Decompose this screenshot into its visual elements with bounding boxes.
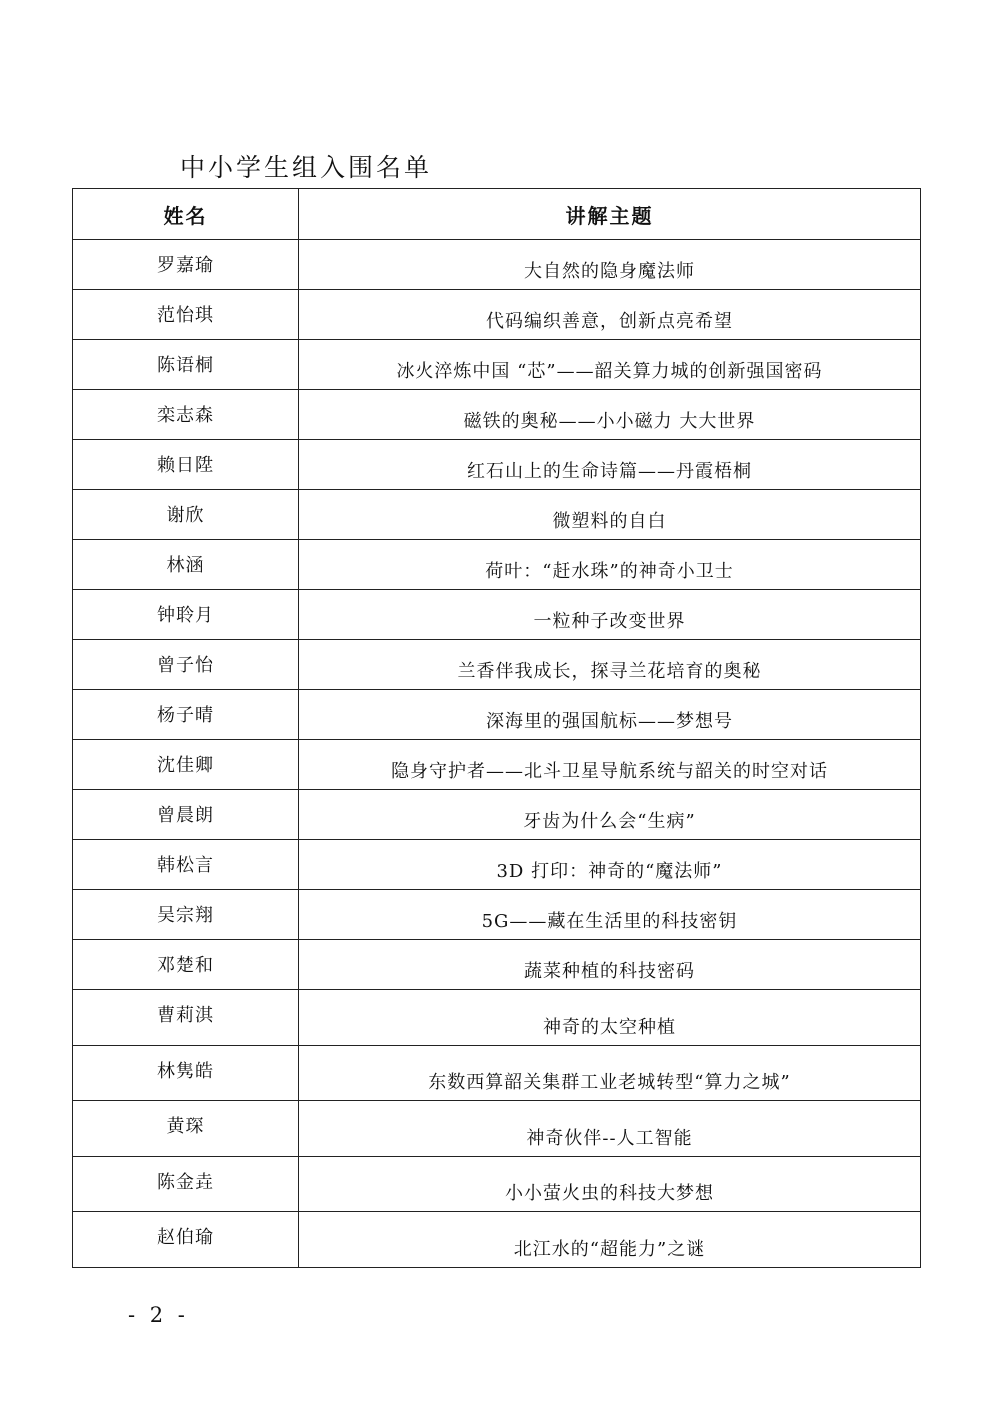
table-row (73, 1212, 921, 1268)
finalist-name: 陈语桐 (73, 340, 299, 390)
finalist-table (72, 188, 921, 1268)
finalist-name: 曾子怡 (73, 640, 299, 690)
table-row (73, 390, 921, 440)
presentation-topic: 小小萤火虫的科技大梦想 (299, 1157, 921, 1212)
table-row (73, 640, 921, 690)
finalist-name: 赖日陞 (73, 440, 299, 490)
presentation-topic: 大自然的隐身魔法师 (299, 240, 921, 290)
page-number: - 2 - (128, 1303, 189, 1327)
presentation-topic: 蔬菜种植的科技密码 (299, 940, 921, 990)
presentation-topic: 牙齿为什么会“生病” (299, 790, 921, 840)
table-row (73, 290, 921, 340)
finalist-name: 黄琛 (73, 1101, 299, 1157)
finalist-name: 曾晨朗 (73, 790, 299, 840)
finalist-name: 栾志森 (73, 390, 299, 440)
presentation-topic: 北江水的“超能力”之谜 (299, 1212, 921, 1268)
presentation-topic: 代码编织善意，创新点亮希望 (299, 290, 921, 340)
presentation-topic: 微塑料的自白 (299, 490, 921, 540)
finalist-name: 曹莉淇 (73, 990, 299, 1046)
finalist-name: 林隽皓 (73, 1046, 299, 1101)
table-row (73, 340, 921, 390)
finalist-name: 林涵 (73, 540, 299, 590)
finalist-name: 罗嘉瑜 (73, 240, 299, 290)
table-row (73, 940, 921, 990)
table-row (73, 990, 921, 1046)
finalist-name: 邓楚和 (73, 940, 299, 990)
presentation-topic: 荷叶：“赶水珠”的神奇小卫士 (299, 540, 921, 590)
table-row (73, 840, 921, 890)
presentation-topic: 神奇的太空种植 (299, 990, 921, 1046)
table-header-row (73, 189, 921, 240)
table-row (73, 240, 921, 290)
finalist-name: 谢欣 (73, 490, 299, 540)
table-row (73, 490, 921, 540)
presentation-topic: 东数西算韶关集群工业老城转型“算力之城” (299, 1046, 921, 1101)
finalist-name: 韩松言 (73, 840, 299, 890)
table-row (73, 890, 921, 940)
finalist-name: 吴宗翔 (73, 890, 299, 940)
presentation-topic: 磁铁的奥秘——小小磁力 大大世界 (299, 390, 921, 440)
table-body (73, 240, 921, 1268)
table-row (73, 1157, 921, 1212)
presentation-topic: 兰香伴我成长，探寻兰花培育的奥秘 (299, 640, 921, 690)
table-row (73, 740, 921, 790)
presentation-topic: 红石山上的生命诗篇——丹霞梧桐 (299, 440, 921, 490)
finalist-name: 沈佳卿 (73, 740, 299, 790)
table-row (73, 540, 921, 590)
table-row (73, 1046, 921, 1101)
table-row (73, 690, 921, 740)
presentation-topic: 3D 打印：神奇的“魔法师” (299, 840, 921, 890)
presentation-topic: 隐身守护者——北斗卫星导航系统与韶关的时空对话 (299, 740, 921, 790)
table-row (73, 790, 921, 840)
finalist-name: 赵伯瑜 (73, 1212, 299, 1268)
presentation-topic: 深海里的强国航标——梦想号 (299, 690, 921, 740)
finalist-name: 范怡琪 (73, 290, 299, 340)
finalist-name: 钟聆月 (73, 590, 299, 640)
header-topic: 讲解主题 (299, 189, 921, 240)
header-name: 姓名 (73, 189, 299, 240)
finalist-name: 杨子晴 (73, 690, 299, 740)
finalist-name: 陈金垚 (73, 1157, 299, 1212)
table-row (73, 590, 921, 640)
presentation-topic: 一粒种子改变世界 (299, 590, 921, 640)
presentation-topic: 冰火淬炼中国 “芯”——韶关算力城的创新强国密码 (299, 340, 921, 390)
presentation-topic: 5G——藏在生活里的科技密钥 (299, 890, 921, 940)
presentation-topic: 神奇伙伴--人工智能 (299, 1101, 921, 1157)
page-title: 中小学生组入围名单 (180, 153, 433, 182)
table-row (73, 440, 921, 490)
table-row (73, 1101, 921, 1157)
